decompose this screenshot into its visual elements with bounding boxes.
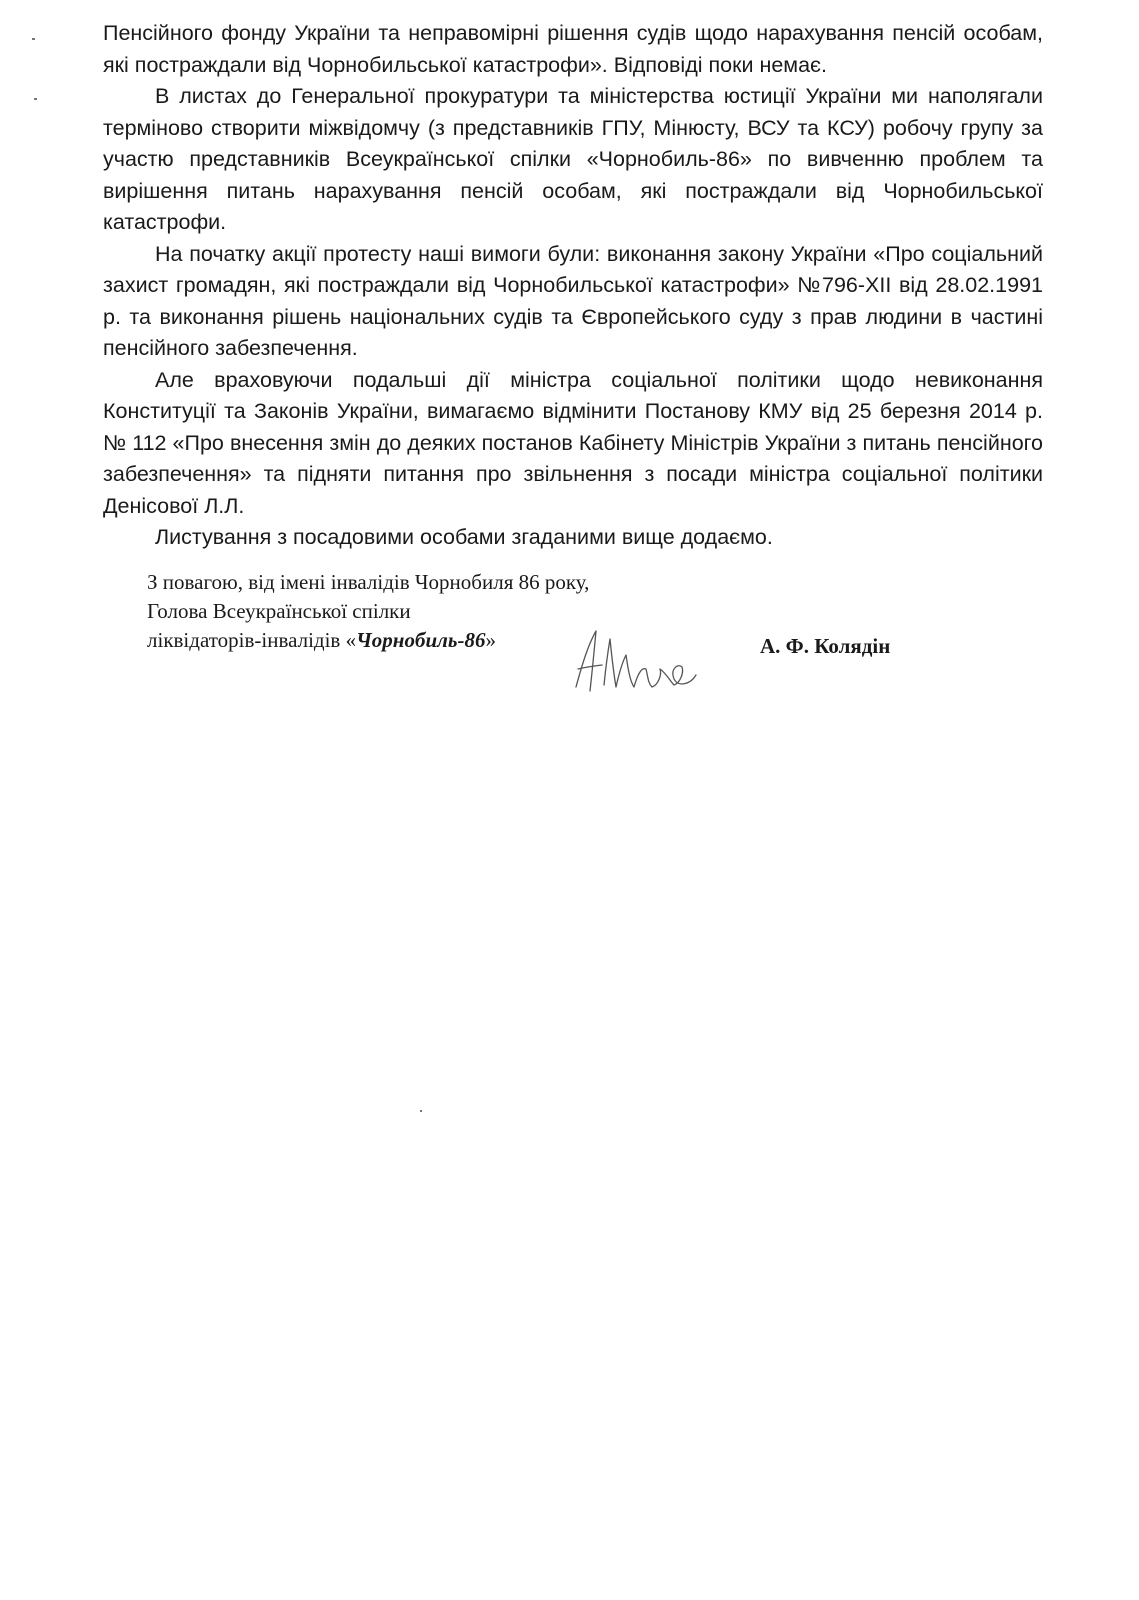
signer-title: Голова Всеукраїнської спілки [147, 599, 411, 623]
paragraph-3: На початку акції протесту наші вимоги були: виконання закону України «Про соціальний захист громадян, які постраждали від Чорнобильської катастрофи» №796-XII від 28.02.1991 р. та виконання рішень національних судів та Європейського суду з прав людини в частині пенсійного забезпечення. [103, 241, 1043, 360]
org-prefix: ліквідаторів-інвалідів « [147, 628, 357, 652]
scan-speck [420, 1110, 422, 1112]
paragraph-2: В листах до Генеральної прокуратури та міністерства юстиції України ми наполягали терміново створити міжвідомчу (з представників ГПУ, Мінюсту, ВСУ та КСУ) робочу групу за участю представників Всеукраїнської спілки «Чорнобиль-86» по вивченню проблем та вирішення питань нарахування пенсій особам, які постраждали від Чорнобильської катастрофи. [103, 84, 1043, 234]
letter-body [103, 18, 1043, 554]
paragraph-4: Але враховуючи подальші дії міністра соціальної політики щодо невиконання Конституції та Законів України, вимагаємо відмінити Постанову КМУ від 25 березня 2014 р. № 112 «Про внесення змін до деяких постанов Кабінету Міністрів України з питань пенсійного забезпечення» та підняти питання про звільнення з посади міністра соціальної політики Денісової Л.Л. [103, 367, 1043, 518]
paragraph-5: Листування з посадовими особами згаданими вище додаємо. [155, 525, 773, 549]
closing-salutation: З повагою, від імені інвалідів Чорнобиля 86 року, [147, 570, 590, 594]
scan-speck [32, 38, 35, 40]
scan-speck [34, 98, 37, 100]
org-name: Чорнобиль-86 [356, 628, 486, 652]
paragraph-1: Пенсійного фонду України та неправомірні рішення судів щодо нарахування пенсій особам, які постраждали від Чорнобильської катастрофи». Відповіді поки немає. [103, 21, 1043, 77]
org-suffix: » [485, 628, 496, 652]
handwritten-signature [566, 625, 716, 705]
signer-name: А. Ф. Колядін [760, 634, 891, 658]
